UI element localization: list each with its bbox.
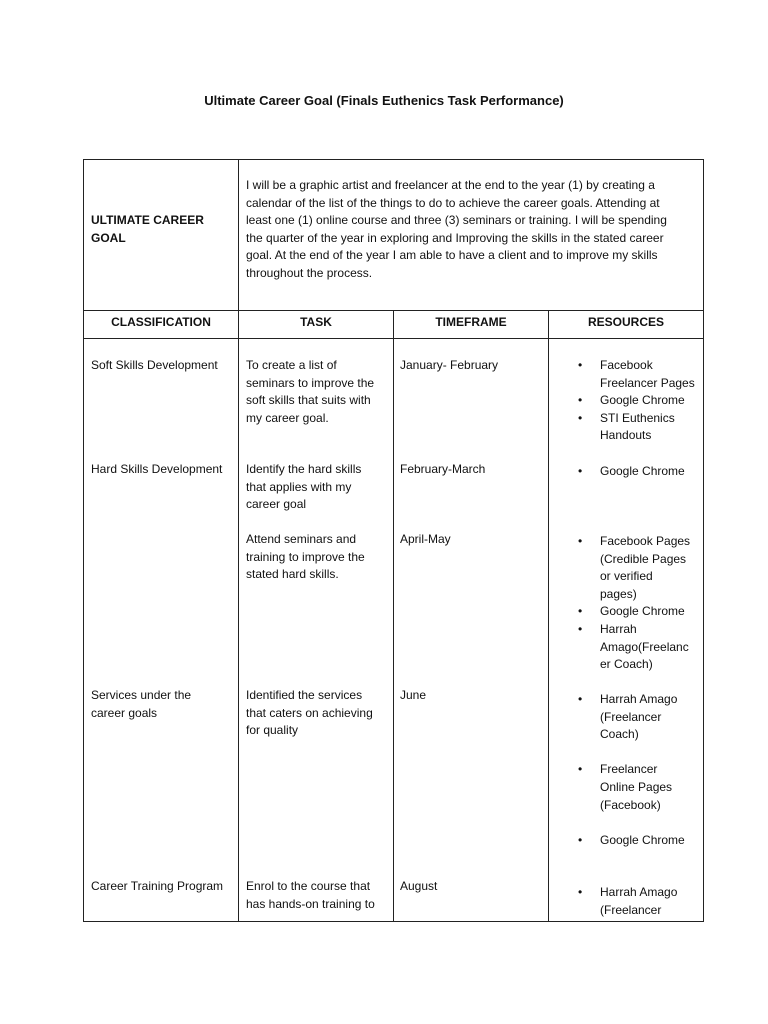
goal-line: throughout the process. [246,265,373,280]
header-timeframe: TIMEFRAME [435,315,507,329]
row4-timeframe: June [400,688,427,702]
row2-resources [578,463,700,481]
row1-classification: Soft Skills Development [91,358,218,372]
row1-timeframe: January- February [400,358,499,372]
row5-task: Enrol to the course that has hands-on training to [246,879,375,911]
list-item: • Google Chrome [578,393,685,408]
goal-label: ULTIMATE CAREER GOAL [91,213,204,245]
row2-timeframe: February-March [400,462,486,476]
goal-text [246,177,700,283]
col-divider-1 [238,159,239,922]
row2-task: Identify the hard skills that applies with my career goal [246,462,362,512]
row4-classification: Services under the career goals [91,688,192,720]
header-classification: CLASSIFICATION [111,315,211,329]
header-resources: RESOURCES [587,315,664,329]
list-item: • Harrah Amago (Freelancer Coach) [578,692,678,742]
row1-resources [578,357,700,445]
row3-resources [578,533,700,674]
list-item: • Google Chrome [578,832,685,847]
goal-line: the quarter of the year in exploring and Improving the skills in the stated career [246,230,664,245]
list-item: • Freelancer Online Pages (Facebook) [578,762,673,812]
row2-classification: Hard Skills Development [91,462,223,476]
list-item: • Google Chrome [578,604,685,619]
row3-timeframe: April-May [400,532,451,546]
list-item: • STI Euthenics Handouts [578,410,675,443]
list-item: • Harrah Amago(Freelanc er Coach) [578,621,689,672]
col-divider-2 [393,310,394,922]
goal-line: goal. At the end of the year I am able to have a client and to improve my skills [246,248,658,263]
list-item: • Facebook Pages (Credible Pages or verified pages) [578,534,691,601]
goal-line: least one (1) online course and three (3) seminars or training. I will be spending [246,213,667,228]
row3-task: Attend seminars and training to improve the stated hard skills. [246,532,365,582]
row4-task: Identified the services that caters on achieving for quality [246,688,373,738]
list-item: • Google Chrome [578,464,685,478]
row5-classification: Career Training Program [91,879,224,893]
header-task: TASK [300,315,332,329]
row1-task: To create a list of seminars to improve the soft skills that suits with my career goal. [246,358,375,425]
row4-resources [578,691,700,849]
row5-timeframe: August [400,879,438,893]
col-divider-3 [548,310,549,922]
goal-line: I will be a graphic artist and freelancer at the end to the year (1) by creating a [246,178,655,192]
goal-line: calendar of the list of the things to do to achieve the career goals. Attending at [246,195,660,210]
list-item: • Facebook Freelancer Pages [578,358,695,390]
list-item: • Harrah Amago (Freelancer [578,885,678,917]
document-title: Ultimate Career Goal (Finals Euthenics Task Performance) [204,93,564,108]
row5-resources [578,884,700,919]
